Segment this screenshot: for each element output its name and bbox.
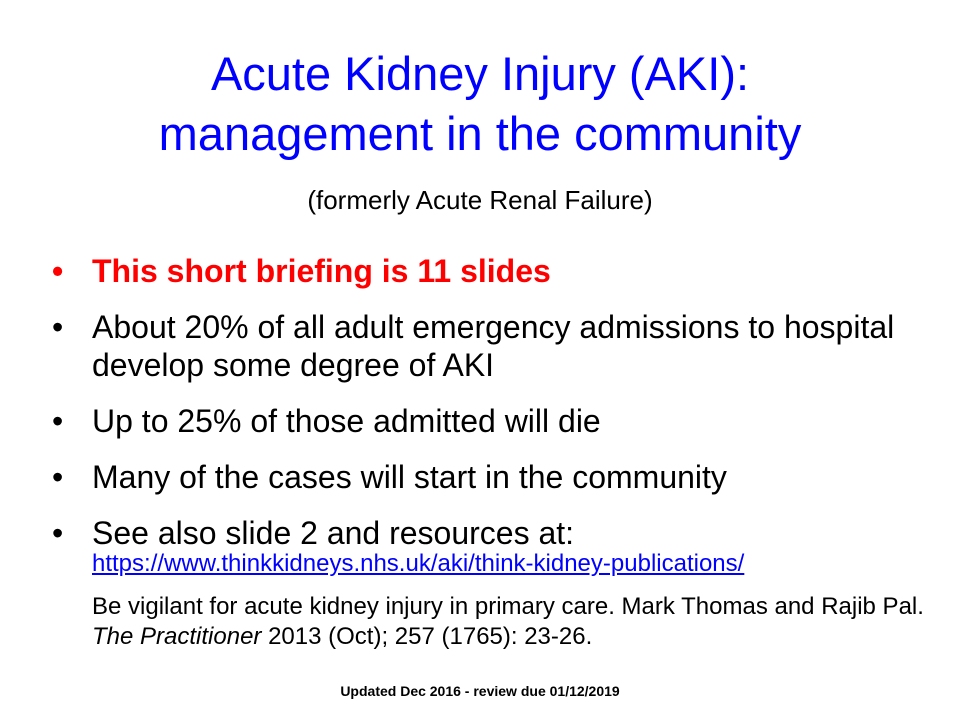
footer-update-note: Updated Dec 2016 - review due 01/12/2019 [340,683,620,699]
slide-subtitle: (formerly Acute Renal Failure) [307,185,653,215]
bullet-item-resources [52,514,932,552]
bullet-marker: • [52,515,64,551]
bullet-text: This short briefing is 11 slides [92,253,551,289]
bullet-marker: • [52,459,64,495]
bullet-item-mortality [52,402,932,440]
reference-citation [92,592,932,652]
bullet-text: Up to 25% of those admitted will die [92,403,601,439]
bullet-text: Many of the cases will start in the community [92,459,727,495]
title-line-1: Acute Kidney Injury (AKI): [210,47,750,100]
reference-journal: The Practitioner [92,623,262,650]
bullet-marker: • [52,253,64,289]
bullet-marker: • [52,403,64,439]
bullet-item-admissions [52,308,932,384]
reference-text-part-2: 2013 (Oct); 257 (1765): 23-26. [261,623,593,650]
reference-text-part-1: Be vigilant for acute kidney injury in primary care. Mark Thomas and Rajib Pal. [92,593,924,620]
bullet-item-briefing-length [52,252,932,290]
bullet-text: See also slide 2 and resources at: [92,515,575,551]
bullet-marker: • [52,309,64,345]
bullet-list [52,252,932,570]
title-line-2: management in the community [158,107,802,160]
resources-link[interactable]: https://www.thinkkidneys.nhs.uk/aki/think-kidney-publications/ [92,550,745,577]
slide-title [0,44,960,164]
bullet-text: About 20% of all adult emergency admissions to hospital develop some degree of AKI [92,309,895,383]
bullet-item-community-cases [52,458,932,496]
